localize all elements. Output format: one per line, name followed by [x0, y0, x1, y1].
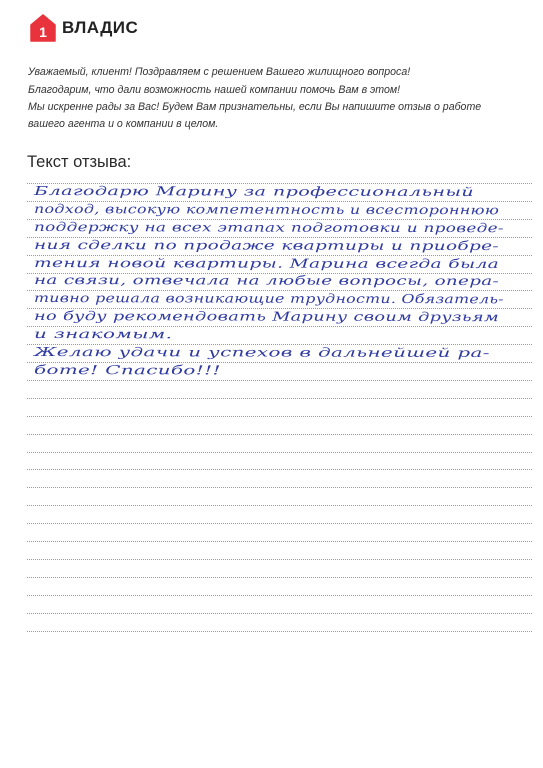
- handwritten-line: и знакомым.: [34, 326, 173, 342]
- handwritten-line: тения новой квартиры. Марина всегда была: [34, 254, 500, 271]
- intro-line: Уважаемый, клиент! Поздравляем с решением Вашего жилищного вопроса!: [28, 66, 411, 78]
- handwritten-line: Желаю удачи и успехов в дальнейшей ра-: [34, 344, 490, 360]
- handwritten-line: Благодарю Марину за профессиональный: [34, 182, 475, 199]
- intro-line: Мы искренне рады за Вас! Будем Вам признательны, если Вы напишите отзыв о работе: [28, 101, 482, 113]
- logo-mark-digit: 1: [39, 24, 47, 40]
- brand-name: ВЛАДИС: [62, 18, 139, 37]
- handwritten-line: поддержку на всех этапах подготовки и проведе-: [34, 218, 504, 235]
- handwritten-line: ния сделки по продаже квартиры и приобре-: [34, 236, 500, 253]
- handwritten-line: тивно решала возникающие трудности. Обязатель-: [34, 290, 504, 307]
- handwritten-line: боте! Спасибо!!!: [34, 361, 221, 378]
- intro-line: вашего агента и о компании в целом.: [28, 118, 219, 130]
- intro-line: Благодарим, что дали возможность нашей компании помочь Вам в этом!: [28, 84, 401, 96]
- handwritten-line: подход, высокую компетентность и всестороннюю: [34, 200, 500, 218]
- handwritten-line: на связи, отвечала на любые вопросы, опера-: [34, 272, 500, 289]
- review-title: Текст отзыва:: [27, 153, 132, 171]
- handwritten-line: но буду рекомендовать Марину своим друзьям: [34, 308, 500, 325]
